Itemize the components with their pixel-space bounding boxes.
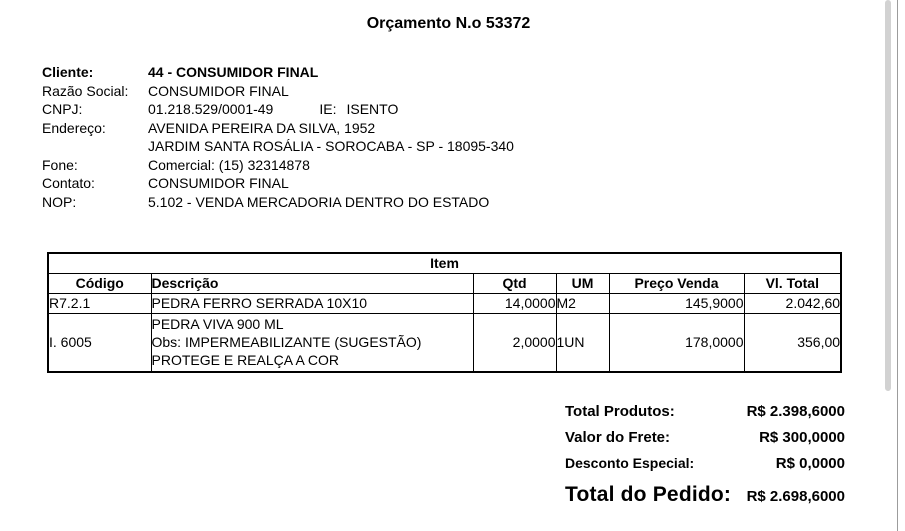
col-header-preco-venda: Preço Venda (609, 273, 744, 293)
item-preco-venda: 145,9000 (609, 293, 744, 313)
descricao-line: PEDRA FERRO SERRADA 10X10 (151, 295, 368, 311)
endereco-line1: AVENIDA PEREIRA DA SILVA, 1952 (148, 119, 376, 136)
ie-label: IE: (319, 101, 337, 117)
endereco-label: Endereço: (42, 119, 106, 136)
desconto-especial-row (565, 455, 845, 481)
item-descricao (151, 313, 473, 372)
page-right-border (897, 0, 898, 531)
valor-frete-label: Valor do Frete: (565, 429, 671, 446)
razao-social-label: Razão Social: (42, 82, 129, 99)
total-produtos-value: R$ 2.398,6000 (746, 403, 845, 420)
item-um: M2 (556, 293, 609, 313)
contato-label: Contato: (42, 175, 95, 191)
col-header-um: UM (556, 273, 609, 293)
fone-label: Fone: (42, 156, 78, 173)
desconto-especial-value: R$ 0,0000 (775, 455, 845, 472)
col-header-descricao: Descrição (151, 273, 473, 293)
table-row (48, 313, 841, 372)
page-title: Orçamento N.o 53372 (366, 15, 531, 32)
item-codigo: I. 6005 (48, 313, 151, 372)
cnpj-label: CNPJ: (42, 101, 83, 117)
cliente-value: 44 - CONSUMIDOR FINAL (148, 64, 319, 80)
descricao-line: PROTEGE E REALÇA A COR (151, 351, 340, 368)
descricao-line: PEDRA VIVA 900 ML (151, 315, 284, 332)
item-um: 1UN (556, 313, 609, 372)
endereco-line2: JARDIM SANTA ROSÁLIA - SOROCABA - SP - 18095-340 (148, 138, 514, 154)
valor-frete-value: R$ 300,0000 (759, 429, 845, 446)
total-pedido-row (565, 483, 845, 507)
cliente-label: Cliente: (42, 64, 94, 80)
item-descricao (151, 293, 473, 313)
table-row (48, 293, 841, 313)
item-preco-venda: 178,0000 (609, 313, 744, 372)
nop-label: NOP: (42, 193, 77, 210)
scrollbar-thumb[interactable] (885, 0, 891, 391)
desconto-especial-label: Desconto Especial: (565, 455, 695, 471)
item-qtd: 14,0000 (473, 293, 556, 313)
table-group-header-row (48, 253, 841, 273)
table-header-row (48, 273, 841, 293)
item-vl-total: 356,00 (744, 313, 841, 372)
col-header-vl-total: Vl. Total (744, 273, 841, 293)
descricao-line: Obs: IMPERMEABILIZANTE (SUGESTÃO) (151, 333, 422, 350)
col-header-qtd: Qtd (473, 273, 556, 293)
cnpj-ie-line (148, 100, 514, 119)
total-produtos-label: Total Produtos: (565, 403, 675, 420)
client-info-block (42, 63, 514, 211)
total-produtos-row (565, 403, 845, 429)
razao-social-value: CONSUMIDOR FINAL (148, 82, 289, 99)
totals-block (565, 403, 845, 507)
nop-value: 5.102 - VENDA MERCADORIA DENTRO DO ESTADO (148, 193, 490, 210)
ie-value: ISENTO (346, 101, 399, 117)
col-header-codigo: Código (48, 273, 151, 293)
fone-value: Comercial: (15) 32314878 (148, 156, 310, 173)
item-qtd: 2,0000 (473, 313, 556, 372)
item-vl-total: 2.042,60 (744, 293, 841, 313)
contato-value: CONSUMIDOR FINAL (148, 175, 289, 191)
cnpj-value: 01.218.529/0001-49 (148, 101, 274, 117)
item-codigo: R7.2.1 (48, 293, 151, 313)
table-group-header: Item (48, 253, 841, 273)
items-table (47, 252, 842, 373)
total-pedido-label: Total do Pedido: (565, 483, 732, 506)
endereco-label-spacer (42, 137, 148, 156)
valor-frete-row (565, 429, 845, 455)
total-pedido-value: R$ 2.698,6000 (746, 488, 845, 505)
